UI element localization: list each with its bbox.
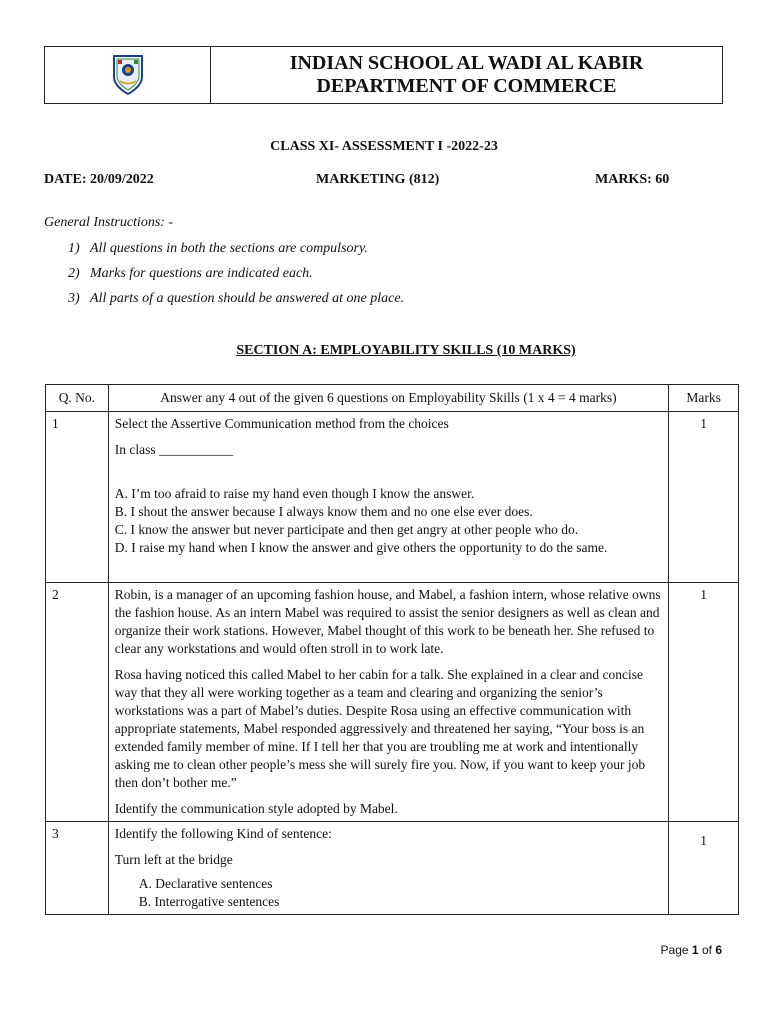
question-number: 3 <box>46 822 109 915</box>
header-question: Answer any 4 out of the given 6 questions on Employability Skills (1 x 4 = 4 marks) <box>108 385 668 412</box>
question-number: 2 <box>46 583 109 822</box>
question-number: 1 <box>46 412 109 583</box>
table-header-row <box>46 385 739 412</box>
question-body <box>108 412 668 583</box>
question-prompt: In class ___________ <box>114 442 234 457</box>
header-box <box>44 46 723 104</box>
exam-date: DATE: 20/09/2022 <box>44 172 154 187</box>
option: A. I’m too afraid to raise my hand even though I know the answer. <box>114 486 475 501</box>
page-word: Page <box>660 943 689 957</box>
exam-subject: MARKETING (812) <box>316 172 440 187</box>
option: D. I raise my hand when I know the answer and give others the opportunity to do the same. <box>114 540 608 555</box>
instruction-number: 3) <box>68 291 80 306</box>
header-title-cell <box>211 47 722 103</box>
department-name: DEPARTMENT OF COMMERCE <box>316 75 617 97</box>
instruction-text: All questions in both the sections are compulsory. <box>90 241 368 256</box>
questions-table <box>45 384 739 915</box>
question-paragraph: Identify the communication style adopted by Mabel. <box>114 801 398 816</box>
instruction-number: 2) <box>68 266 80 281</box>
question-stem: Identify the following Kind of sentence: <box>114 826 332 841</box>
question-prompt: Turn left at the bridge <box>114 852 233 867</box>
option: C. I know the answer but never participate and then get angry at other people who do. <box>114 522 579 537</box>
table-row <box>46 583 739 822</box>
page-footer <box>661 943 722 957</box>
page-current: 1 <box>691 943 699 957</box>
table-row <box>46 822 739 915</box>
question-paragraph: Robin, is a manager of an upcoming fashion house, and Mabel, a fashion intern, whose relative owns the fashion house. As an intern Mabel was required to assist the senior designers as well as clean and organize their work stations. However, Mabel thought of this work to be beneath her. She refused to clear any workstations and would often stroll in to work late. <box>114 587 661 656</box>
header-qno: Q. No. <box>46 385 109 412</box>
question-marks: 1 <box>669 822 739 915</box>
question-marks: 1 <box>669 412 739 583</box>
school-crest-icon <box>111 53 145 97</box>
instructions-title: General Instructions: - <box>44 215 174 230</box>
option: B. I shout the answer because I always know them and no one else ever does. <box>114 504 533 519</box>
question-body <box>108 583 668 822</box>
instruction-item <box>68 241 368 257</box>
option: A. Declarative sentences <box>138 876 273 891</box>
class-line: CLASS XI- ASSESSMENT I -2022-23 <box>270 139 498 154</box>
section-a-title: SECTION A: EMPLOYABILITY SKILLS (10 MARKS) <box>236 343 576 358</box>
exam-marks: MARKS: 60 <box>595 172 670 187</box>
instruction-item <box>68 291 404 307</box>
table-row <box>46 412 739 583</box>
instruction-text: All parts of a question should be answered at one place. <box>90 291 405 306</box>
options-list <box>115 875 662 911</box>
option: B. Interrogative sentences <box>138 894 280 909</box>
question-stem: Select the Assertive Communication method from the choices <box>114 416 449 431</box>
question-body <box>108 822 668 915</box>
logo-cell <box>45 47 211 103</box>
page-of-word: of <box>701 943 712 957</box>
instruction-item <box>68 266 313 282</box>
question-marks: 1 <box>669 583 739 822</box>
instruction-number: 1) <box>68 241 80 256</box>
school-name: INDIAN SCHOOL AL WADI AL KABIR <box>289 52 644 74</box>
question-paragraph: Rosa having noticed this called Mabel to her cabin for a talk. She explained in a clear and concise way that they all were working together as a team and clearing and organizing the senior’s workstations was a part of Mabel’s duties. Despite Rosa using an effective communication with appropriate statements, Mabel responded aggressively and threatened her saying, “Your boss is an extended family member of mine. If I tell her that you are troubling me at work and intentionally asking me to clean other people’s mess she will surely fire you. Now, if you want to keep your job then don’t bother me.” <box>114 667 646 790</box>
instruction-text: Marks for questions are indicated each. <box>90 266 313 281</box>
page-total: 6 <box>715 943 722 957</box>
header-marks: Marks <box>669 385 739 412</box>
